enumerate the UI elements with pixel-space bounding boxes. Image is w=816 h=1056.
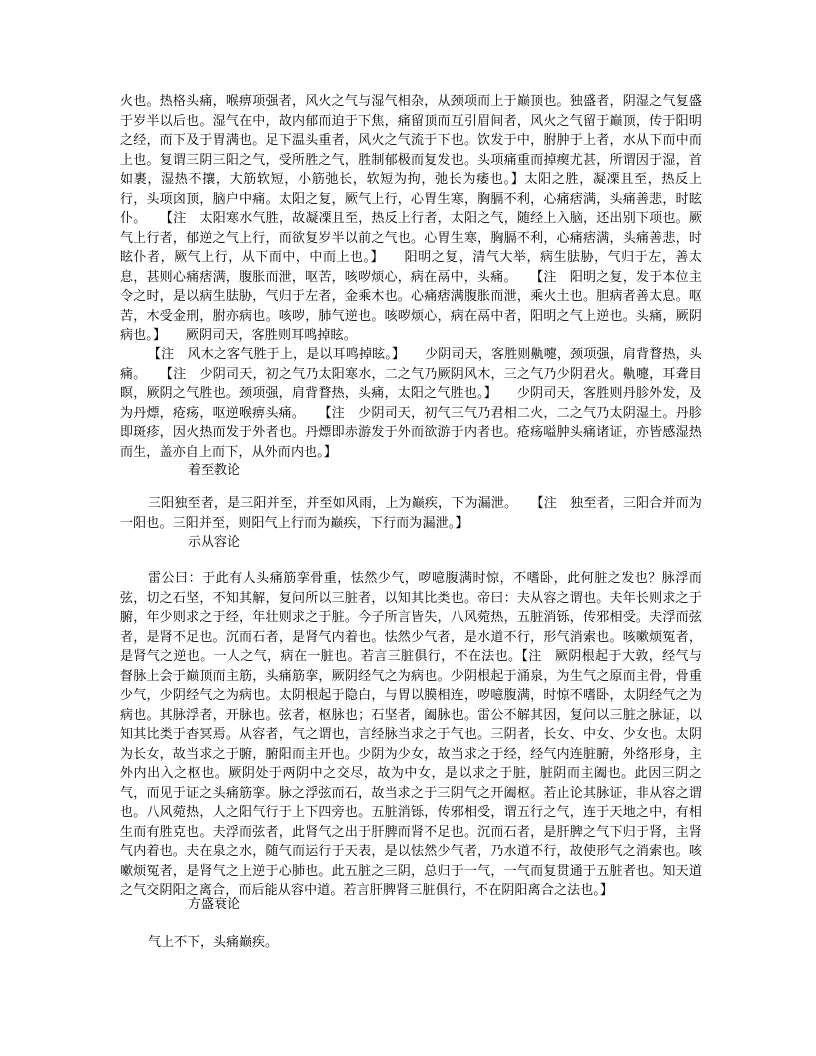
section-heading-zhuozhi: 着至教论 bbox=[188, 463, 241, 478]
section-heading-shicongrong: 示从容论 bbox=[188, 535, 241, 550]
paragraph-2: 【注 风木之客气胜于上，是以耳鸣掉眩。】 少阴司天，客胜则鼽嚏，颈项强，肩背瞀热，头痛。 【注 少阴司天，初之气乃太阳寒水，二之气乃厥阴风木，三之气乃少阴君火。鼽嚏，耳聋目瞑，厥阴之气胜也。颈项强，肩背瞀热，头痛，太阳之气胜也。】 少阴司天，客胜则丹胗外发，及为丹熛，疮疡，呕逆喉痹头痛。 【注 少阴司天，初气三气乃君相二火，二之气乃太阴湿土。丹胗即斑疹，因火热而发于外者也。丹熛即赤游发于外而欲游于内者也。疮疡嗌肿头痛诸证，亦皆感湿热而生，盖亦自上而下，从外而内也。】 bbox=[120, 347, 702, 460]
section-heading-fangshengshuai: 方盛衰论 bbox=[188, 897, 241, 912]
paragraph-5: 气上不下，头痛巅疾。 bbox=[148, 935, 279, 950]
paragraph-3: 三阳独至者，是三阳并至，并至如风雨，上为巅疾，下为漏泄。 【注 独至者，三阳合并而为一阳也。三阳并至，则阳气上行而为巅疾，下行而为漏泄。】 bbox=[120, 496, 702, 531]
paragraph-4: 雷公曰：于此有人头痛筋挛骨重，怯然少气，哕噫腹满时惊，不嗜卧，此何脏之发也？脉浮而弦，切之石坚，不知其解，复问所以三脏者，以知其比类也。帝曰：夫从容之谓也。夫年长则求之于腑，年少则求之于经，年壮则求之于脏。今子所言皆失，八风菀热，五脏消铄，传邪相受。夫浮而弦者，是肾不足也。沉而石者，是肾气内着也。怯然少气者，是水道不行，形气消索也。咳嗽烦冤者，是肾气之逆也。一人之气，病在一脏也。若言三脏俱行，不在法也。【注 厥阴根起于大敦，经气与督脉上会于巅顶而主筋，头痛筋挛，厥阴经气之为病也。少阴根起于涌泉，为生气之原而主骨，骨重少气，少阴经气之为病也。太阴根起于隐白，与胃以膜相连，哕噫腹满，时惊不嗜卧，太阴经气之为病也。其脉浮者，开脉也。弦者，枢脉也；石坚者，阖脉也。雷公不解其因，复问以三脏之脉证，以知其比类于杳冥焉。从容者，气之谓也，言经脉当求之于气也。三阴者，长女、中女、少女也。太阴为长女，故当求之于腑，腑阳而主开也。少阴为少女，故当求之于经，经气内连脏腑，外络形身，主外内出入之枢也。厥阴处于两阴中之交尽，故为中女，是以求之于脏，脏阴而主阖也。此因三阴之气，而见于证之头痛筋挛。脉之浮弦而石，故当求之于三阴气之开阖枢。若止论其脉证，非从容之谓也。八风菀热，人之阳气行于上下四旁也。五脏消铄，传邪相受，谓五行之气，连于天地之中，有相生而有胜克也。夫浮而弦者，此肾气之出于肝脾而肾不足也。沉而石者，是肝脾之气下归于肾，主肾气内着也。夫在泉之水，随气而运行于天表，是以怯然少气者，乃水道不行，故使形气之消索也。咳嗽烦冤者，是肾气之上逆于心肺也。此五脏之三阴，总归于一气，一气而复贯通于五脏者也。知天道之气交阴阳之离合，而后能从容中道。若言肝脾肾三脏俱行，不在阴阳离合之法也。】 bbox=[120, 571, 702, 898]
paragraph-1: 火也。热格头痛，喉痹项强者，风火之气与湿气相杂，从颈项而上于巅顶也。独盛者，阴湿之气复盛于岁半以后也。湿气在中，故内郁而迫于下焦，痛留顶而互引眉间者，风火之气留于巅顶，传于阳明之经，而下及于胃满也。足下温头重者，风火之气流于下也。饮发于中，胕肿于上者，水从下而中而上也。复谓三阴三阳之气，受所胜之气，胜制郁极而复发也。头项痛重而掉瘈尤甚，所谓因于湿，首如裹，湿热不攘，大筋软短，小筋弛长，软短为拘，弛长为痿也。】太阳之胜，凝凓且至，热反上行，头项囟顶，脑户中痛。太阳之复，厥气上行，心胃生寒，胸膈不利，心痛痞满，头痛善悲，时眩仆。 【注 太阳寒水气胜，故凝凓且至，热反上行者，太阳之气，随经上入脑，还出别下项也。厥气上行者，郁逆之气上行，而欲复岁半以前之气也。心胃生寒，胸膈不利，心痛痞满，头痛善悲，时眩仆者，厥气上行，从下而中，中而上也。】 阳明之复，清气大举，病生胠胁，气归于左，善太息，甚则心痛痞满，腹胀而泄，呕苦，咳哕烦心，病在鬲中，头痛。 【注 阳明之复，发于本位主令之时，是以病生胠胁，气归于左者，金乘木也。心痛痞满腹胀而泄，乘火土也。胆病者善太息。呕苦，木受金刑，胕亦病也。咳哕，肺气逆也。咳哕烦心，病在鬲中者，阳明之气上逆也。头痛，厥阴病也。】 厥阴司天，客胜则耳鸣掉眩。 bbox=[120, 94, 702, 343]
